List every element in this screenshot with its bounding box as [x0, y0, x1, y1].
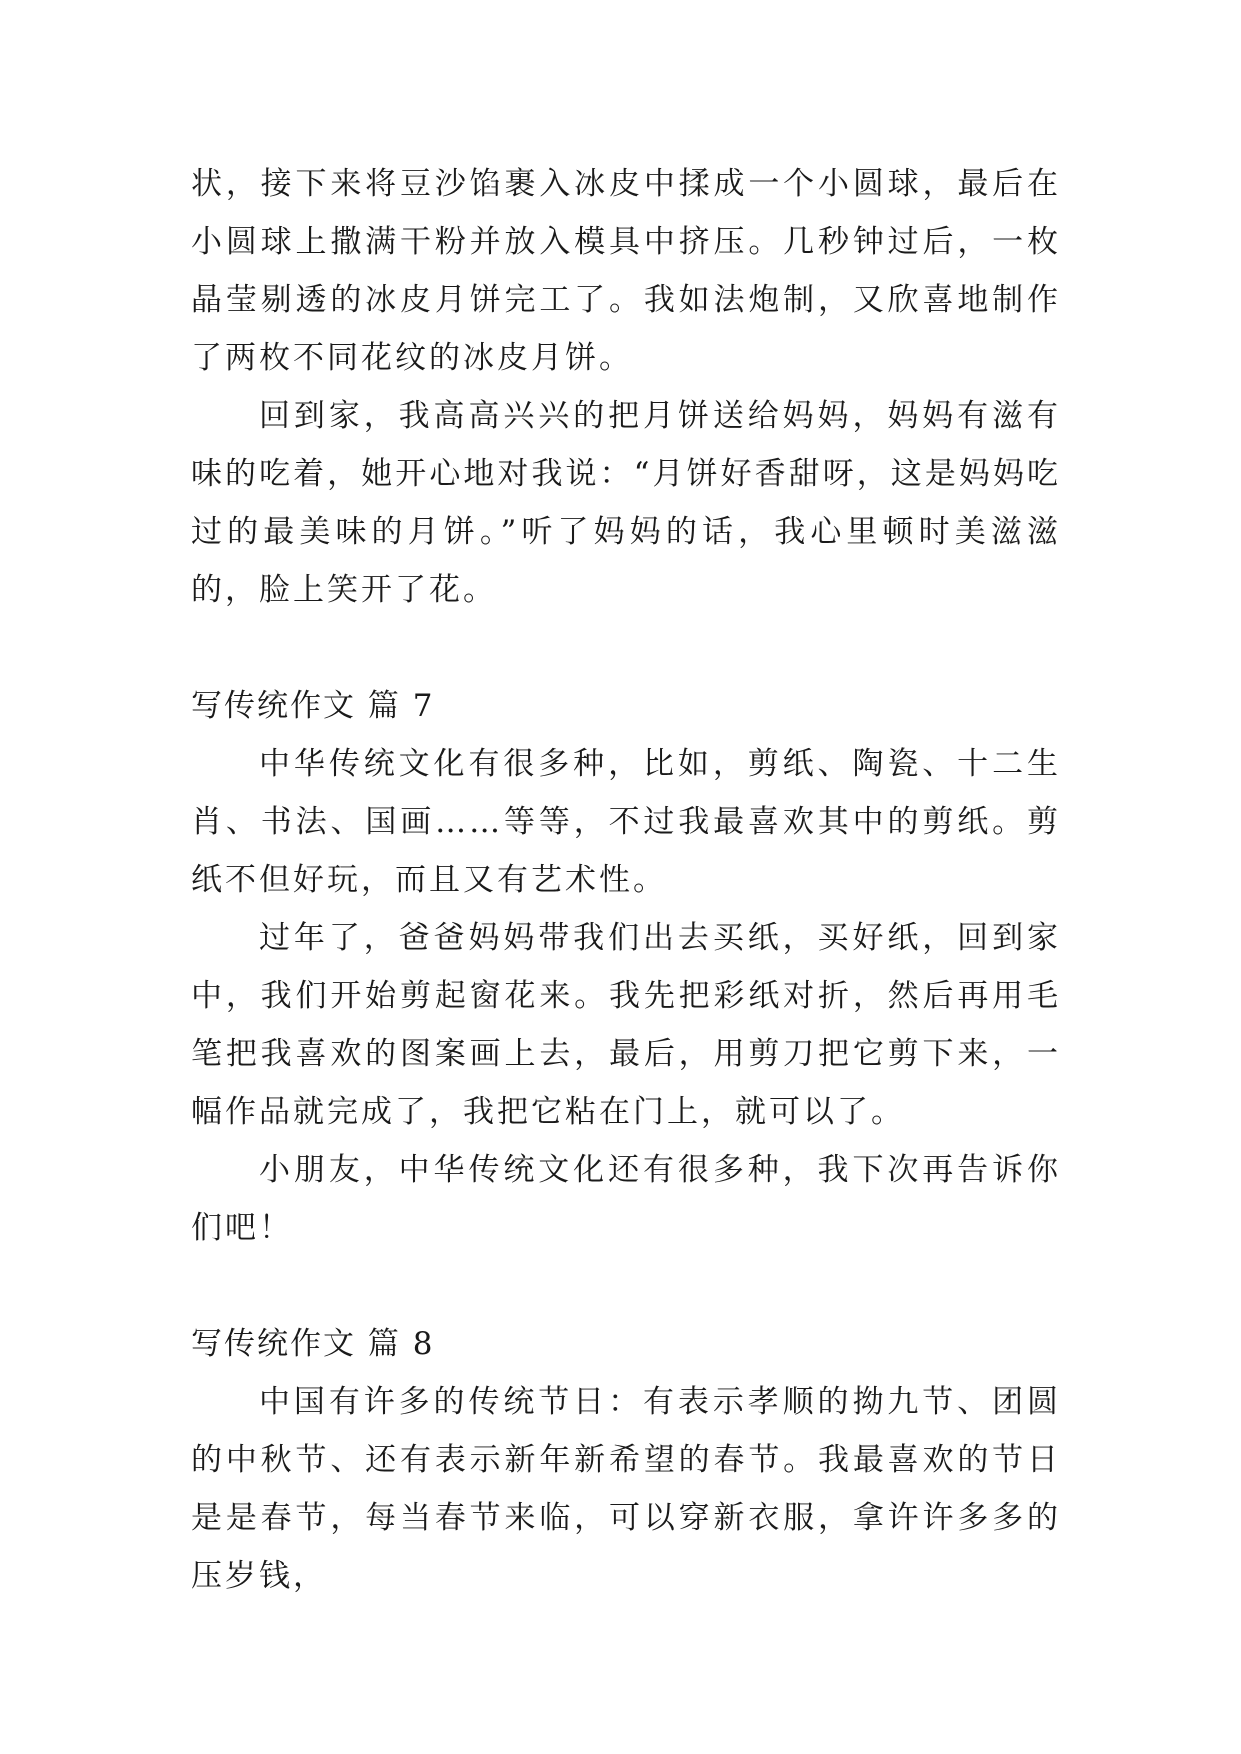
section-heading-8: 写传统作文 篇 8: [191, 1326, 435, 1362]
paragraph: 回到家，我高高兴兴的把月饼送给妈妈，妈妈有滋有味的吃着，她开心地对我说：“月饼好香甜呀，这是妈妈吃过的最美味的月饼。”听了妈妈的话，我心里顿时美滋滋的，脸上笑开了花。: [191, 398, 1061, 608]
paragraph: 中华传统文化有很多种，比如，剪纸、陶瓷、十二生肖、书法、国画……等等，不过我最喜欢其中的剪纸。剪纸不但好玩，而且又有艺术性。: [191, 746, 1061, 898]
paragraph: 过年了，爸爸妈妈带我们出去买纸，买好纸，回到家中，我们开始剪起窗花来。我先把彩纸对折，然后再用毛笔把我喜欢的图案画上去，最后，用剪刀把它剪下来，一幅作品就完成了，我把它粘在门上，就可以了。: [191, 920, 1061, 1130]
paragraph: 小朋友，中华传统文化还有很多种，我下次再告诉你们吧！: [191, 1152, 1061, 1246]
paragraph: 中国有许多的传统节日：有表示孝顺的拗九节、团圆的中秋节、还有表示新年新希望的春节。我最喜欢的节日是是春节，每当春节来临，可以穿新衣服，拿许许多多的压岁钱，: [191, 1384, 1061, 1594]
section-spacer: [191, 619, 1061, 677]
section-heading-7: 写传统作文 篇 7: [191, 688, 435, 724]
document-page: [191, 155, 1061, 1605]
paragraph-continuation: 状，接下来将豆沙馅裹入冰皮中揉成一个小圆球，最后在小圆球上撒满干粉并放入模具中挤压。几秒钟过后，一枚晶莹剔透的冰皮月饼完工了。我如法炮制，又欣喜地制作了两枚不同花纹的冰皮月饼。: [191, 166, 1061, 376]
section-spacer: [191, 1257, 1061, 1315]
